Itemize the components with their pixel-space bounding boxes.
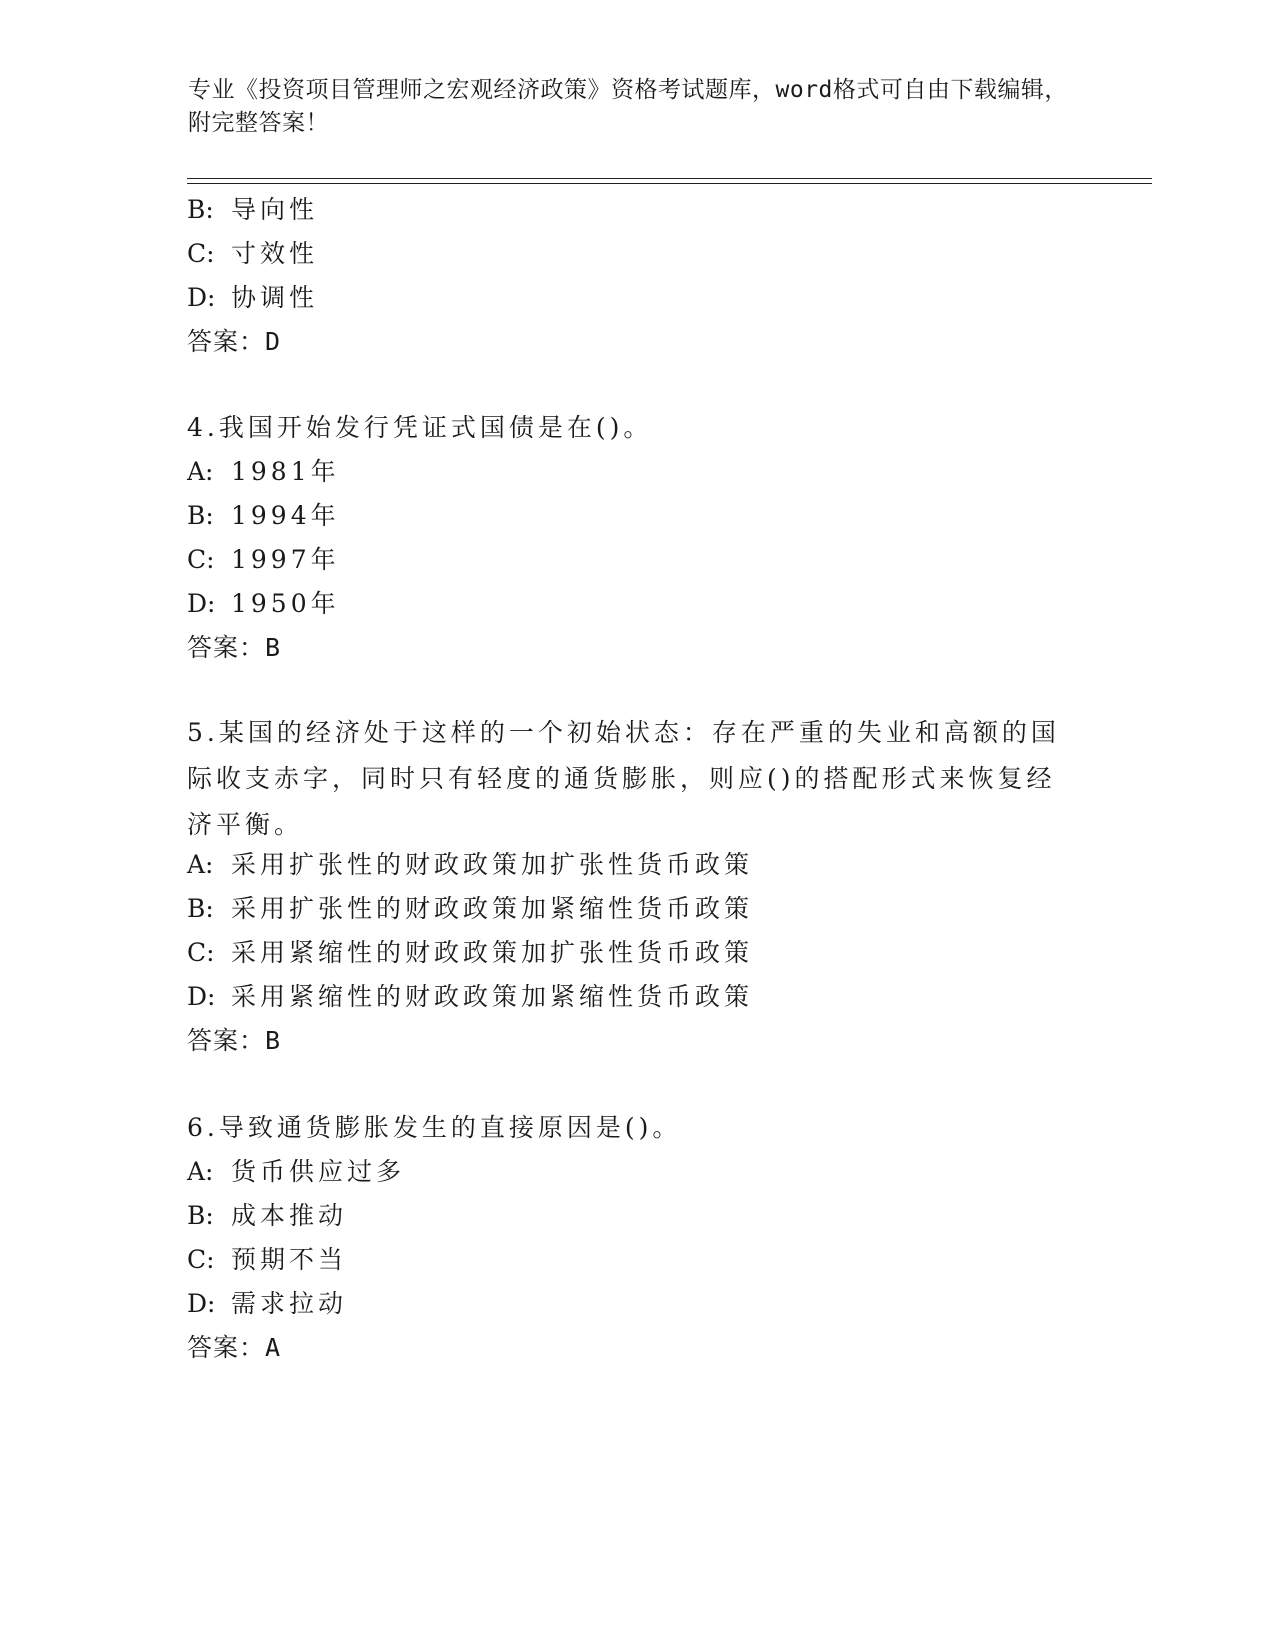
option-text: 导向性 <box>231 195 319 224</box>
header-divider-top <box>187 178 1152 179</box>
option-a <box>187 452 340 488</box>
option-c <box>187 540 340 576</box>
option-text: 寸效性 <box>231 239 319 268</box>
option-d <box>187 584 340 620</box>
option-letter: C: <box>187 1245 215 1274</box>
option-d <box>187 1284 347 1320</box>
option-text: 协调性 <box>231 283 319 312</box>
option-text: 采用紧缩性的财政政策加扩张性货币政策 <box>231 938 754 967</box>
option-text: 采用扩张性的财政政策加扩张性货币政策 <box>231 850 754 879</box>
header-divider-bottom <box>187 183 1152 184</box>
option-text: 1997年 <box>231 545 340 574</box>
option-letter: B: <box>187 894 214 923</box>
option-text: 货币供应过多 <box>231 1157 406 1186</box>
option-letter: D: <box>187 1289 216 1318</box>
option-letter: D: <box>187 982 216 1011</box>
answer: 答案：B <box>187 1026 282 1055</box>
option-letter: A: <box>187 850 214 879</box>
question-stem: 4.我国开始发行凭证式国债是在()。 <box>187 413 653 442</box>
question-stem: 5.某国的经济处于这样的一个初始状态：存在严重的失业和高额的国际收支赤字，同时只有轻度的通货膨胀，则应()的搭配形式来恢复经济平衡。 <box>187 718 1060 839</box>
option-letter: C: <box>187 239 215 268</box>
option-text: 需求拉动 <box>231 1289 348 1318</box>
option-letter: D: <box>187 283 216 312</box>
answer: 答案：D <box>187 327 282 356</box>
option-c <box>187 933 753 969</box>
option-letter: A: <box>187 457 214 486</box>
option-text: 采用紧缩性的财政政策加紧缩性货币政策 <box>231 982 754 1011</box>
option-a <box>187 845 753 881</box>
answer: 答案：A <box>187 1333 282 1362</box>
option-letter: A: <box>187 1157 214 1186</box>
option-b <box>187 496 340 532</box>
option-letter: B: <box>187 1201 214 1230</box>
option-d <box>187 977 753 1013</box>
option-b <box>187 889 753 925</box>
option-letter: C: <box>187 545 215 574</box>
answer: 答案：B <box>187 633 282 662</box>
option-a <box>187 1152 405 1188</box>
option-text: 预期不当 <box>231 1245 348 1274</box>
option-text: 1994年 <box>231 501 340 530</box>
option-text: 1981年 <box>231 457 340 486</box>
option-d <box>187 278 318 314</box>
question-stem: 6.导致通货膨胀发生的直接原因是()。 <box>187 1113 682 1142</box>
option-letter: D: <box>187 589 216 618</box>
option-b <box>187 190 318 226</box>
option-text: 1950年 <box>231 589 340 618</box>
option-b <box>187 1196 347 1232</box>
option-c <box>187 1240 347 1276</box>
option-c <box>187 234 318 270</box>
option-letter: B: <box>187 501 214 530</box>
option-text: 成本推动 <box>231 1201 348 1230</box>
document-header: 专业《投资项目管理师之宏观经济政策》资格考试题库，word格式可自由下载编辑，附完整答案！ <box>188 77 1068 136</box>
option-letter: C: <box>187 938 215 967</box>
option-text: 采用扩张性的财政政策加紧缩性货币政策 <box>231 894 754 923</box>
option-letter: B: <box>187 195 214 224</box>
